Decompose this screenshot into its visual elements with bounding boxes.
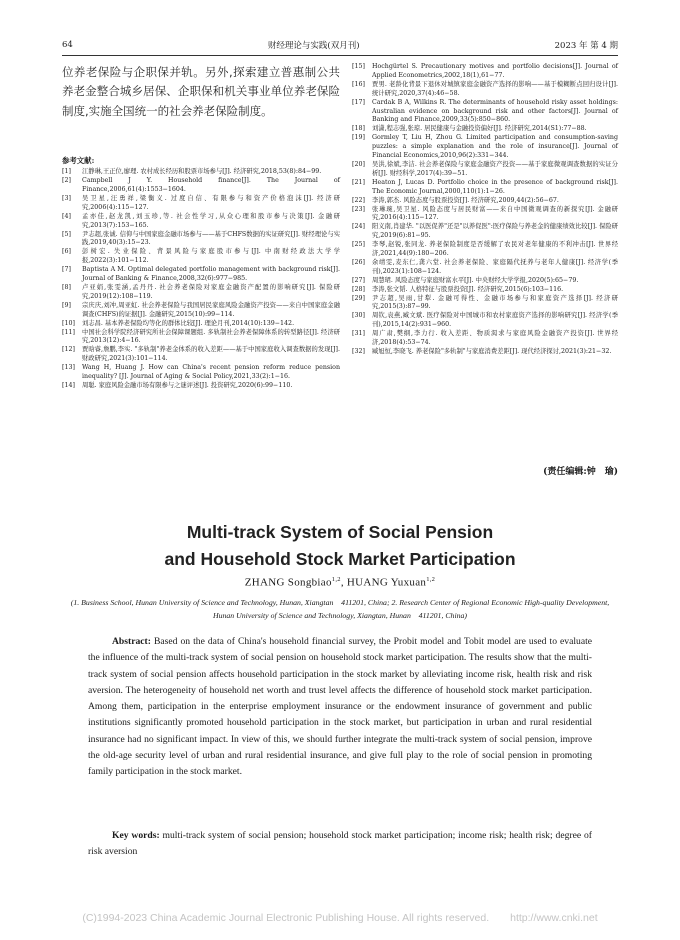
- reference-text: Heaton J, Lucas D. Portfolio choice in the presence of background risk[J]. The Economic Journal,2000,110(1):1−26.: [372, 178, 618, 195]
- author-name: ZHANG Songbiao: [244, 576, 332, 589]
- reference-number: [10]: [62, 319, 75, 327]
- reference-item: [62, 177, 340, 195]
- author-separator: ,: [340, 576, 347, 589]
- reference-text: 李涛,郭杰. 风险态度与股票投资[J]. 经济研究,2009,44(2):56−67.: [372, 196, 559, 204]
- references-list-left: [62, 168, 340, 391]
- reference-item: [62, 213, 340, 231]
- reference-text: Campbell J Y. Household finance[J]. The Journal of Finance,2006,61(4):1553−1604.: [82, 177, 340, 194]
- reference-item: [352, 134, 618, 161]
- reference-text: 李涛,张文韬. 人格特征与股票投资[J]. 经济研究,2015(6):103−116.: [372, 285, 564, 293]
- reference-number: [16]: [352, 80, 365, 88]
- reference-item: [352, 277, 618, 286]
- reference-item: [352, 241, 618, 259]
- reference-text: 余靖雯,麦东仁,龚六堂. 社会养老保险、家庭隔代抚养与老年人健康[J]. 经济学(季刊),2023(1):108−124.: [372, 258, 618, 275]
- reference-item: [352, 81, 618, 99]
- reference-item: [352, 312, 618, 330]
- reference-text: 周钦,袁燕,臧文斌. 医疗保险对中国城市和农村家庭资产选择的影响研究[J]. 经济学(季刊),2015,14(2):931−960.: [372, 312, 618, 329]
- reference-text: 吴卫星,汪勇祥,梁衡义. 过度自信、有限参与和资产价格泡沫[J]. 经济研究,2006(4):115−127.: [82, 194, 340, 211]
- right-column: [352, 63, 618, 357]
- reference-text: 宗庆庆,刘冲,周亚虹. 社会养老保险与我国居民家庭风险金融资产投资——来自中国家庭金融调查(CHFS)的证据[J]. 金融研究,2015(10):99−114.: [82, 301, 340, 318]
- author-name: HUANG Yuxuan: [346, 576, 427, 589]
- reference-text: 周广肃,樊纲,李力行. 收入差距、物质渴求与家庭风险金融资产投资[J]. 世界经济,2018(4):53−74.: [372, 330, 618, 347]
- reference-item: [352, 330, 618, 348]
- reference-number: [27]: [352, 276, 365, 284]
- english-title-line1: Multi-track System of Social Pension: [186, 522, 494, 542]
- reference-text: 贾男. 老龄化背景下退休对城镇家庭金融资产选择的影响——基于模糊断点回归设计[J]. 统计研究,2020,37(4):46−58.: [372, 80, 618, 97]
- reference-text: 李琴,赵锐,张同龙. 养老保险制度是否缓解了农民对老年健康的不利冲击[J]. 世界经济,2021,44(9):180−206.: [372, 241, 618, 258]
- keywords: [88, 828, 592, 861]
- reference-item: [62, 284, 340, 302]
- reference-item: [62, 266, 340, 284]
- reference-number: [24]: [352, 223, 365, 231]
- reference-text: 刘志昌. 基本养老保险均等化的群体比较[J]. 理论月刊,2014(10):139−142.: [82, 319, 295, 327]
- reference-text: Hochgürtel S. Precautionary motives and portfolio decisions[J]. Journal of Applied Econometrics,2002,18(1),61−77.: [372, 63, 618, 79]
- reference-item: [62, 364, 340, 382]
- page-number: 64: [62, 40, 73, 50]
- reference-number: [21]: [352, 178, 365, 186]
- reference-item: [352, 259, 618, 277]
- reference-number: [2]: [62, 177, 71, 185]
- reference-number: [18]: [352, 125, 365, 133]
- reference-number: [9]: [62, 301, 71, 309]
- reference-item: [62, 382, 340, 391]
- reference-text: Wang H, Huang J. How can China's recent pension reform reduce pension inequality? [J]. Journal of Aging & Social Policy,2021,33(2):1−16.: [82, 364, 340, 381]
- reference-item: [62, 195, 340, 213]
- reference-number: [28]: [352, 285, 365, 293]
- body-paragraph: 位养老保险与企职保并轨。另外,探索建立普惠制公共养老金整合城乡居保、企职保和机关事业单位养老保险制度,实施全国统一的社会养老保险制度。: [62, 65, 340, 118]
- editor-note: (责任编辑:钟 瑜): [543, 467, 618, 477]
- reference-number: [3]: [62, 194, 71, 202]
- reference-item: [352, 206, 618, 224]
- page-header: [62, 38, 618, 52]
- reference-item: [352, 63, 618, 81]
- reference-item: [62, 329, 340, 347]
- reference-text: Gormley T, Liu H, Zhou G. Limited participation and consumption-saving puzzles: a simple explanation and the role of insurance[J]. Journal of Financial Economics,2010,96(2):331−344.: [372, 134, 618, 160]
- reference-text: 吴洪,徐斌,李洁. 社会养老保险与家庭金融资产投资——基于家庭微观调查数据的实证分析[J]. 财经科学,2017(4):39−51.: [372, 160, 618, 177]
- reference-number: [12]: [62, 346, 75, 354]
- reference-text: 刘潇,程志强,张琼. 居民健康与金融投资偏好[J]. 经济研究,2014(S1):77−88.: [372, 125, 587, 133]
- author-affiliation-marker: 1,2: [426, 576, 436, 583]
- reference-item: [352, 295, 618, 313]
- abstract: [88, 634, 592, 781]
- reference-text: 臧旭恒,李晓飞. 养老保险"多轨制"与家庭消费差距[J]. 现代经济探讨,2021(3):21−32.: [372, 348, 612, 355]
- reference-text: 卢亚娟,张雯涵,孟丹丹. 社会养老保险对家庭金融资产配置的影响研究[J]. 保险研究,2019(12):108−119.: [82, 284, 340, 300]
- reference-text: 彭树宏. 失业保险、背景风险与家庭股市参与[J]. 中南财经政法大学学报,2022(3):101−112.: [82, 248, 340, 265]
- reference-text: 周聪. 家庭风险金融市场有限参与之谜评述[J]. 投资研究,2020(6):99−110.: [82, 381, 293, 389]
- reference-number: [20]: [352, 160, 365, 168]
- reference-item: [62, 248, 340, 266]
- keywords-text: multi-track system of social pension; household stock market participation; income risk; health risk; degree of risk aversion: [88, 830, 592, 858]
- reference-item: [62, 168, 340, 177]
- reference-number: [5]: [62, 230, 71, 238]
- header-divider: [62, 55, 618, 56]
- reference-number: [8]: [62, 284, 71, 291]
- reference-text: 江静琳,王正位,廖理. 农村成长经历和股票市场参与[J]. 经济研究,2018,53(8):84−99.: [82, 168, 322, 176]
- journal-name: 财经理论与实践(双月刊): [267, 41, 360, 51]
- references-title: 参考文献:: [62, 156, 95, 166]
- reference-number: [1]: [62, 168, 71, 176]
- reference-number: [14]: [62, 381, 75, 389]
- reference-number: [32]: [352, 348, 365, 355]
- reference-number: [13]: [62, 364, 75, 372]
- reference-number: [29]: [352, 294, 365, 302]
- reference-number: [30]: [352, 312, 365, 320]
- reference-item: [352, 348, 618, 357]
- reference-text: 张琳琬,吴卫星. 风险态度与居民财富——来自中国微观调查的新探究[J]. 金融研究,2016(4):115−127.: [372, 205, 618, 222]
- keywords-label: Key words:: [112, 830, 160, 841]
- reference-item: [62, 302, 340, 320]
- author-affiliation-marker: 1,2: [331, 576, 341, 583]
- reference-number: [6]: [62, 248, 71, 256]
- reference-item: [352, 223, 618, 241]
- reference-number: [7]: [62, 266, 71, 274]
- reference-item: [62, 346, 340, 364]
- reference-text: Baptista A M. Optimal delegated portfolio management with background risk[J]. Journal of Banking & Finance,2008,32(6):977−985.: [82, 266, 340, 283]
- reference-text: 尹志超,吴雨,甘犁. 金融可得性、金融市场参与和家庭资产选择[J]. 经济研究,2015(3):87−99.: [372, 294, 618, 311]
- reference-text: 中国社会科学院经济研究所社会保障课题组. 多轨制社会养老保障体系的转型路径[J]. 经济研究,2013(12):4−16.: [82, 328, 340, 345]
- reference-text: 周慧珺. 风险态度与家庭财富水平[J]. 中央财经大学学报,2020(5):65−79.: [372, 276, 579, 284]
- reference-number: [22]: [352, 196, 365, 204]
- abstract-text: Based on the data of China's household financial survey, the Probit model and Tobit model are used to evaluate the influence of the multi-track system of social pension on household stock market participation. The results show that the multi-track system of social pension affects household participation in the stock market by alleviating income risk, health risk and risk aversion. The heterogeneity of household net worth and trust level affects the difference of household stock market participation. Among them, participation in the enterprise employment insurance or the endowment insurance of government and public institutions significantly promoted household participation in the stock market, but participation in urban and rural residential insurance had no significant impact. In view of this, we should further integrate the multi-track system of social pension, improve the old-age security level of urban and rural residential insurance, and give full play to the role of social pension in promoting family participation in the stock market.: [88, 636, 592, 778]
- reference-item: [62, 320, 340, 329]
- reference-item: [352, 99, 618, 126]
- copyright-footer: (C)1994-2023 China Academic Journal Electronic Publishing House. All rights reserved. http://www.cnki.net: [82, 912, 598, 924]
- english-title-line2: and Household Stock Market Participation: [164, 549, 516, 569]
- references-list-right: [352, 63, 618, 357]
- left-column: [62, 63, 340, 391]
- reference-text: Cardak B A, Wilkins R. The determinants of household risky asset holdings: Australian evidence on background risk and other factors[J]. Journal of Banking and Finance,2009,33(5):850−860.: [372, 98, 618, 124]
- reference-item: [352, 125, 618, 134]
- reference-number: [31]: [352, 330, 365, 338]
- authors-line: [0, 576, 680, 589]
- reference-number: [4]: [62, 212, 71, 220]
- affiliation: (1. Business School, Hunan University of Science and Technology, Hunan, Xiangtan 411201, China; 2. Research Center of Regional Economic High-quality Development, Hunan University of Science and Technology, Xiangtan, Hunan 411201, China): [70, 598, 610, 620]
- reference-item: [352, 197, 618, 206]
- reference-number: [19]: [352, 134, 365, 142]
- reference-number: [23]: [352, 205, 365, 213]
- reference-number: [17]: [352, 98, 365, 106]
- reference-item: [352, 179, 618, 197]
- reference-number: [26]: [352, 258, 365, 266]
- abstract-label: Abstract:: [112, 636, 151, 647]
- issue-label: 2023 年 第 4 期: [554, 41, 618, 51]
- reference-text: 尹志超,张诚. 信仰与中国家庭金融市场参与——基于CHFS数据的实证研究[J]. 财经理论与实践,2019,40(3):15−23.: [82, 230, 340, 247]
- reference-item: [352, 161, 618, 179]
- reference-text: 孟亦佳,赵龙凯,刘玉珍,等. 社会性学习,从众心理和股市参与决策[J]. 金融研究,2013(7):153−165.: [82, 212, 340, 229]
- reference-item: [352, 286, 618, 295]
- reference-text: 贾晗睿,詹鹏,李实. "多轨制"养老金体系的收入差距——基于中国家庭收入调查数据的发现[J]. 财政研究,2021(3):101−114.: [82, 346, 340, 363]
- reference-number: [15]: [352, 63, 365, 70]
- reference-number: [11]: [62, 328, 75, 336]
- reference-number: [25]: [352, 241, 365, 249]
- reference-item: [62, 231, 340, 249]
- reference-text: 阳义南,肖建华. "以医促养"还是"以养促医":医疗保险与养老金的健康绩效比较[J]. 保险研究,2019(6):81−95.: [372, 223, 618, 240]
